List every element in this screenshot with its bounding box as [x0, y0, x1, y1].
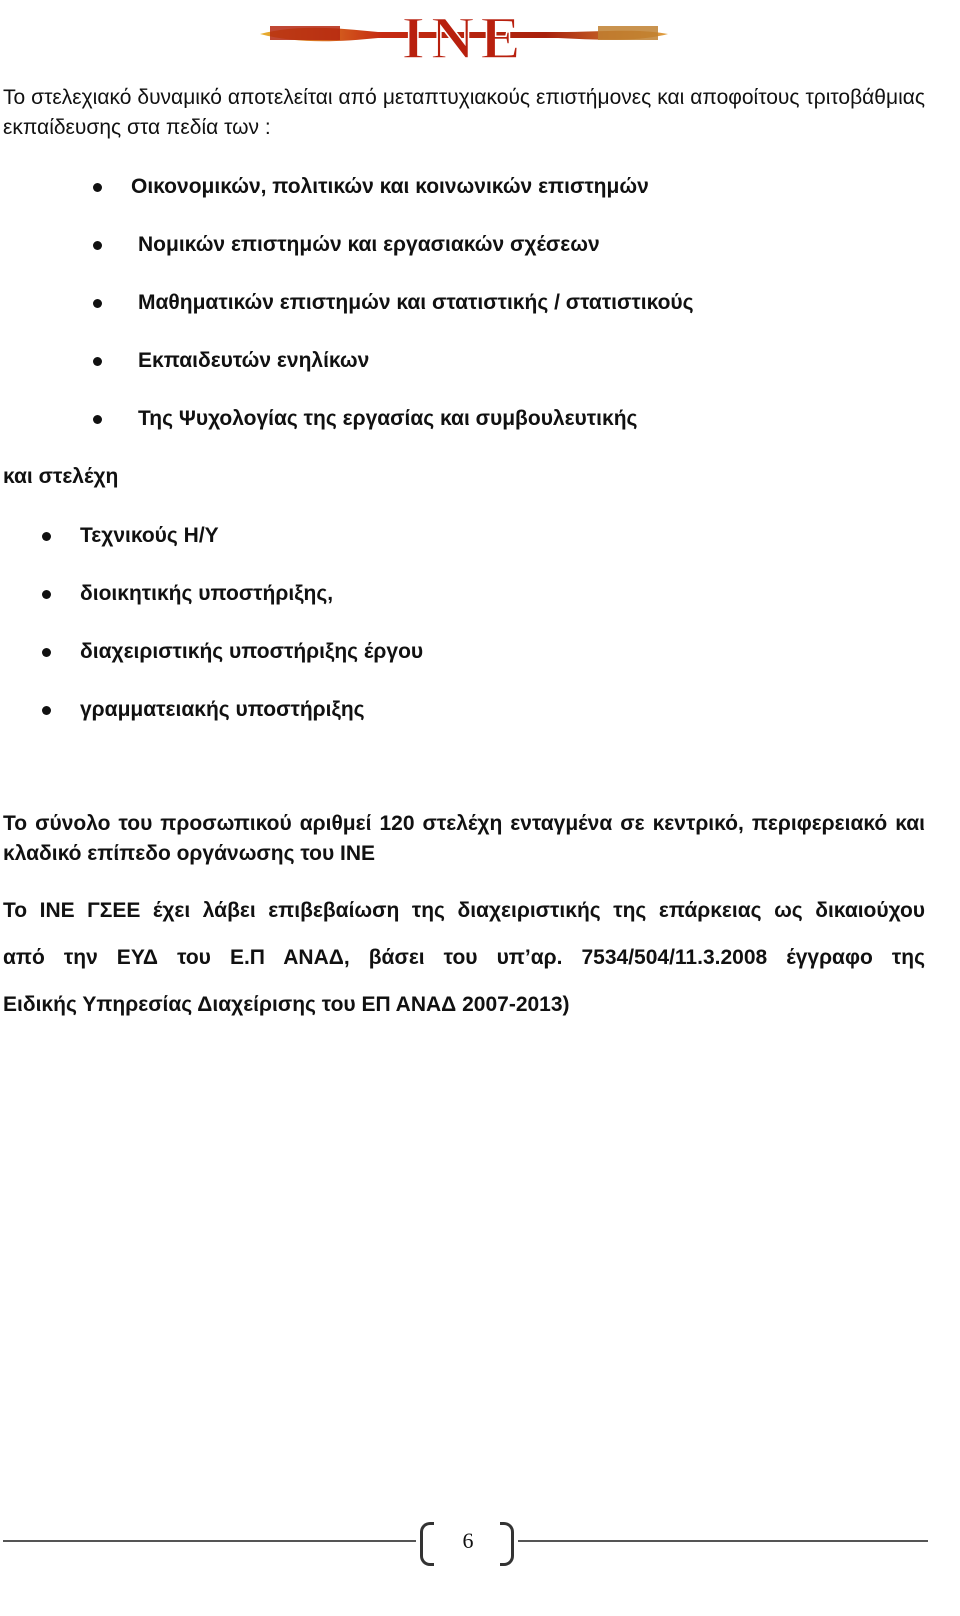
bullet-icon — [42, 648, 51, 657]
bullet-icon — [93, 299, 102, 308]
certification-line: Ειδικής Υπηρεσίας Διαχείρισης του ΕΠ ΑΝΑΔ 2007-2013) — [3, 993, 570, 1016]
staff-item: διοικητικής υποστήριξης, — [80, 582, 334, 605]
intro-paragraph: Το στελεχιακό δυναμικό αποτελείται από μεταπτυχιακούς επιστήμονες και αποφοίτους τριτοβάθμιας εκπαίδευσης στα πεδία των : — [3, 86, 925, 139]
bullet-icon — [93, 241, 102, 250]
bullet-icon — [93, 183, 102, 192]
bullet-icon — [42, 532, 51, 541]
field-item: Μαθηματικών επιστημών και στατιστικής / στατιστικούς — [138, 291, 694, 314]
total-staff-paragraph: Το σύνολο του προσωπικού αριθμεί 120 στελέχη ενταγμένα σε κεντρικό, περιφερειακό και κλαδικό επίπεδο οργάνωσης του ΙΝΕ — [3, 812, 925, 865]
field-item: Νομικών επιστημών και εργασιακών σχέσεων — [138, 233, 600, 256]
footer-rule — [518, 1540, 928, 1542]
footer-rule — [3, 1540, 416, 1542]
field-item: Οικονομικών, πολιτικών και κοινωνικών επιστημών — [131, 175, 649, 198]
right-brace-icon — [500, 1522, 514, 1566]
field-item: Εκπαιδευτών ενηλίκων — [138, 349, 370, 372]
field-item: Της Ψυχολογίας της εργασίας και συμβουλευτικής — [138, 407, 638, 430]
bullet-icon — [93, 415, 102, 424]
bullet-icon — [42, 706, 51, 715]
bullet-icon — [93, 357, 102, 366]
left-brace-icon — [420, 1522, 434, 1566]
certification-line: Το ΙΝΕ ΓΣΕΕ έχει λάβει επιβεβαίωση της διαχειριστικής της επάρκειας ως δικαιούχου — [3, 899, 925, 922]
staff-heading: και στελέχη — [3, 465, 119, 488]
staff-item: γραμματειακής υποστήριξης — [80, 698, 365, 721]
bullet-icon — [42, 590, 51, 599]
ine-logo — [258, 2, 670, 66]
staff-item: Τεχνικούς Η/Υ — [80, 524, 219, 547]
logo-lettering: INE — [401, 5, 527, 66]
page-number: 6 — [462, 1528, 474, 1553]
staff-item: διαχειριστικής υποστήριξης έργου — [80, 640, 424, 663]
certification-line: από την ΕΥΔ του Ε.Π ΑΝΑΔ, βάσει του υπ’αρ. 7534/504/11.3.2008 έγγραφο της — [3, 946, 925, 969]
